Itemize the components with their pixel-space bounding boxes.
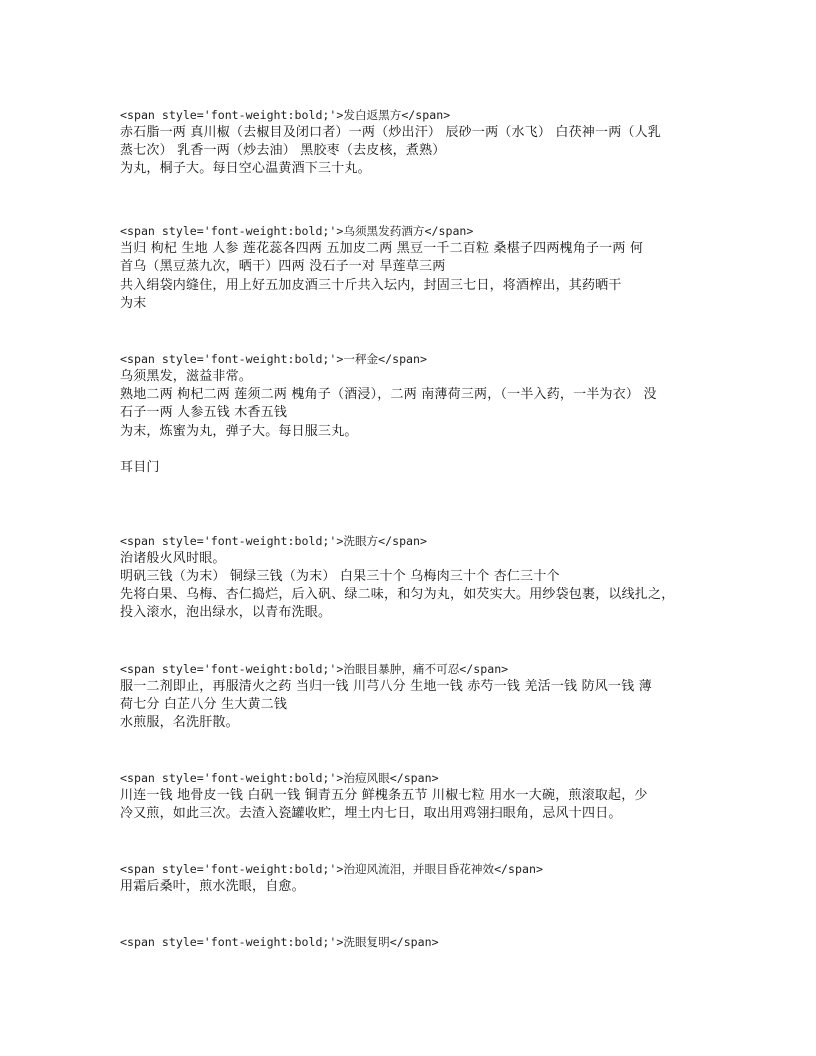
entry-body-line: 熟地二两 枸杞二两 莲须二两 槐角子（酒浸），二两 南薄荷三两，（一半入药，一半为衣） 没 [120,387,657,402]
entry-body-line: 赤石脂一两 真川椒（去椒目及闭口者）一两（炒出汗） 辰砂一两（水飞） 白茯神一两（人乳 [120,125,661,140]
entry-body-line: 为丸，桐子大。每日空心温黄酒下三十丸。 [120,161,371,176]
entry-body-line: 川连一钱 地骨皮一钱 白矾一钱 铜青五分 鲜槐条五节 川椒七粒 用水一大碗，煎滚取起，少 [120,788,648,803]
entry-body-line: 为末 [120,296,147,311]
entry-body-line: 当归 枸杞 生地 人参 莲花蕊各四两 五加皮二两 黑豆一千二百粒 桑椹子四两槐角子一两 何 [120,241,644,256]
entry-body-line: 乌须黑发，滋益非常。 [120,369,253,384]
entry-title: <span style='font-weight:bold;'>发白返黑方</span> [120,108,451,122]
entry-title: <span style='font-weight:bold;'>乌须黑发药酒方</span> [120,224,474,238]
entry-body-line: 为末，炼蜜为丸，弹子大。每日服三丸。 [120,424,358,439]
entry-body-line: 服一二剂即止，再服清火之药 当归一钱 川芎八分 生地一钱 赤芍一钱 羌活一钱 防风一钱 薄 [120,679,652,694]
entry-title: <span style='font-weight:bold;'>治眼目暴肿，痛不可忍</span> [120,662,509,676]
entry-body-line: 用霜后桑叶，煎水洗眼，自愈。 [120,879,305,894]
entry-body-line: 共入绢袋内缝住，用上好五加皮酒三十斤共入坛内，封固三七日，将酒榨出，其药晒干 [120,278,622,293]
section-heading: 耳目门 [120,460,160,475]
entry-title: <span style='font-weight:bold;'>洗眼方</span> [120,534,428,548]
entry-body-line: 先将白果、乌梅、杏仁捣烂，后入矾、绿二味，和匀为丸，如芡实大。用纱袋包裹，以线扎之， [120,587,675,602]
entry-body-line: 明矾三钱（为末） 铜绿三钱（为末） 白果三十个 乌梅肉三十个 杏仁三十个 [120,569,560,584]
entry-body-line: 蒸七次） 乳香一两（炒去油） 黑胶枣（去皮核，煮熟） [120,143,446,158]
entry-body-line: 治诸般火风时眼。 [120,551,226,566]
entry-body-line: 冷又煎，如此三次。去渣入瓷罐收贮，埋土内七日，取出用鸡翎扫眼角，忌风十四日。 [120,806,622,821]
entry-title: <span style='font-weight:bold;'>治迎风流泪，并眼目昏花神效</span> [120,862,543,876]
entry-body-line: 石子一两 人参五钱 木香五钱 [120,405,288,420]
entry-body-line: 水煎服，名洗肝散。 [120,715,239,730]
entry-body-line: 首乌（黑豆蒸九次，晒干）四两 没石子一对 旱莲草三两 [120,259,446,274]
entry-body-line: 荷七分 白芷八分 生大黄二钱 [120,697,288,712]
entry-title: <span style='font-weight:bold;'>洗眼复明</span> [120,935,439,949]
entry-body-line: 投入滚水，泡出绿水，以青布洗眼。 [120,605,332,620]
entry-title: <span style='font-weight:bold;'>一秤金</span> [120,352,428,366]
entry-title: <span style='font-weight:bold;'>治痘风眼</span> [120,771,439,785]
